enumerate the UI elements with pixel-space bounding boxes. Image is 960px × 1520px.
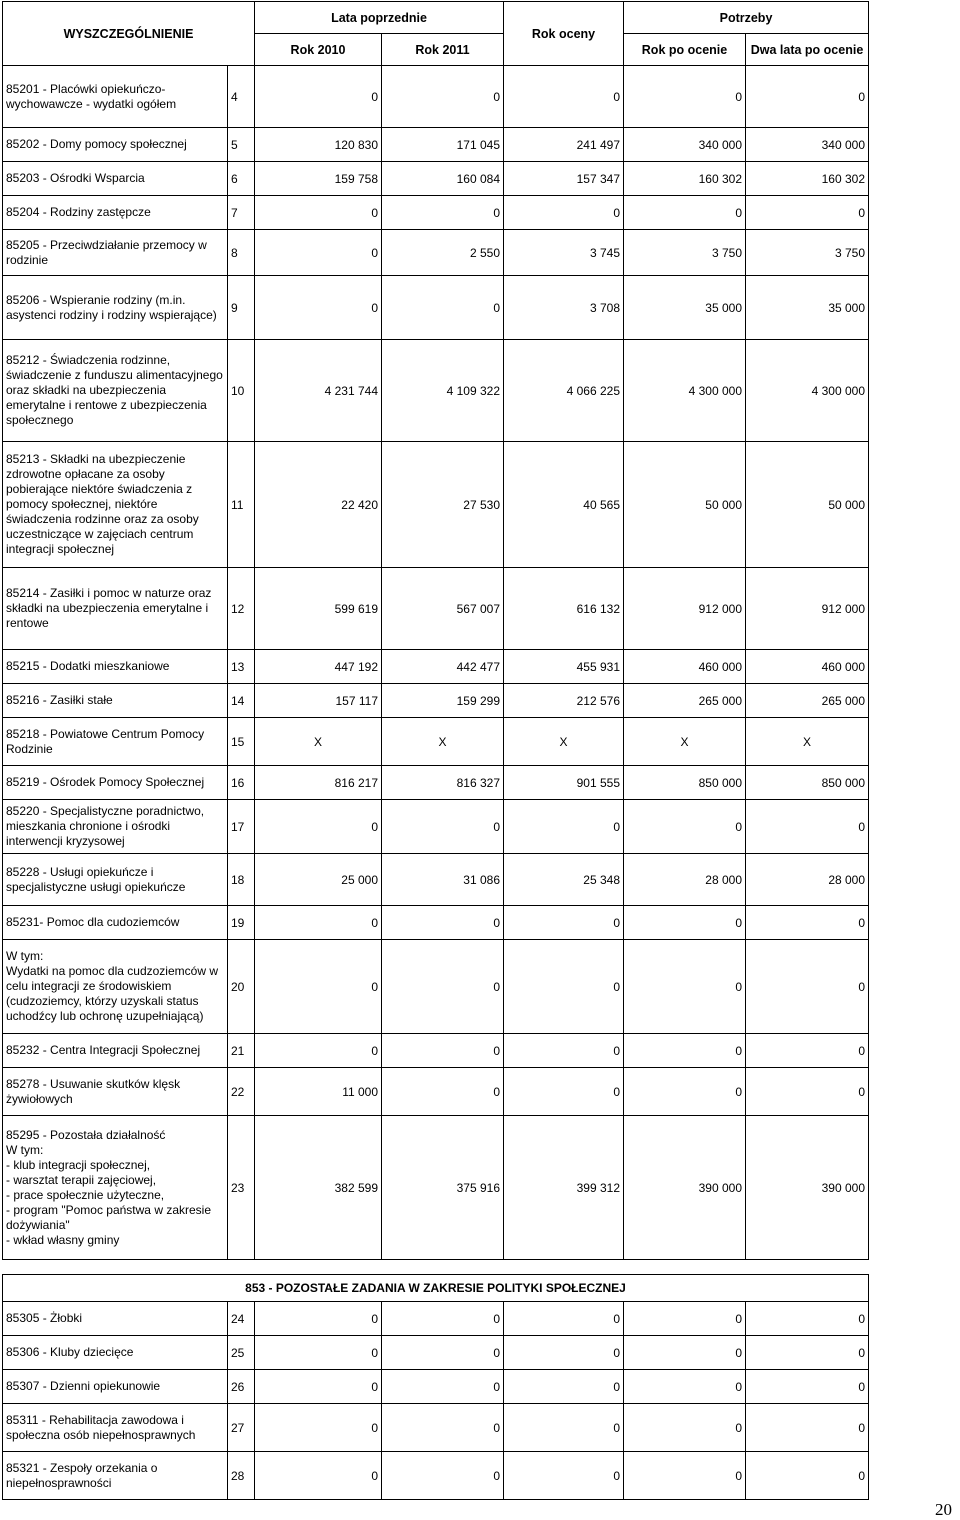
table-row [3,684,869,718]
value-2011: 159 299 [382,684,504,718]
value-2010: 447 192 [255,650,382,684]
value-2010: 11 000 [255,1068,382,1116]
value-assessment-year: 0 [504,1404,624,1452]
value-two-years-after: 340 000 [746,128,869,162]
row-label: 85321 - Zespoły orzekania o niepełnosprawności [3,1452,228,1500]
value-year-after: 0 [624,800,746,854]
row-label: 85203 - Ośrodki Wsparcia [3,162,228,196]
row-label: 85205 - Przeciwdziałanie przemocy w rodzinie [3,230,228,276]
table-row [3,906,869,940]
value-2010: 120 830 [255,128,382,162]
value-assessment-year: 0 [504,940,624,1034]
value-year-after: 340 000 [624,128,746,162]
row-number: 24 [228,1302,255,1336]
row-number: 12 [228,568,255,650]
value-two-years-after: 0 [746,800,869,854]
row-label: 85202 - Domy pomocy społecznej [3,128,228,162]
header-previous-years: Lata poprzednie [255,2,504,34]
value-two-years-after: 50 000 [746,442,869,568]
row-number: 4 [228,66,255,128]
row-number: 25 [228,1336,255,1370]
value-assessment-year: 25 348 [504,854,624,906]
value-year-after: 0 [624,940,746,1034]
row-label: 85219 - Ośrodek Pomocy Społecznej [3,766,228,800]
row-label: 85214 - Zasiłki i pomoc w naturze oraz składki na ubezpieczenia emerytalne i rentowe [3,568,228,650]
value-2010: 0 [255,1336,382,1370]
value-year-after: 460 000 [624,650,746,684]
row-label: 85305 - Żłobki [3,1302,228,1336]
value-2010: 0 [255,1452,382,1500]
value-assessment-year: 455 931 [504,650,624,684]
value-2011: 0 [382,1336,504,1370]
value-year-after: 850 000 [624,766,746,800]
row-label: 85212 - Świadczenia rodzinne, świadczenie z funduszu alimentacyjnego oraz składki na ubezpieczenia emerytalne i rentowe z ubezpieczenia społecznego [3,340,228,442]
row-number: 13 [228,650,255,684]
value-year-after: 0 [624,196,746,230]
table-row [3,66,869,128]
table-row [3,1068,869,1116]
value-2011: 0 [382,1068,504,1116]
row-number: 18 [228,854,255,906]
value-2011: 567 007 [382,568,504,650]
value-year-after: X [624,718,746,766]
row-number: 9 [228,276,255,340]
table-row [3,800,869,854]
value-assessment-year: 212 576 [504,684,624,718]
table-row [3,1034,869,1068]
value-assessment-year: 0 [504,1336,624,1370]
row-number: 11 [228,442,255,568]
value-two-years-after: 850 000 [746,766,869,800]
value-assessment-year: 0 [504,800,624,854]
row-label: 85216 - Zasiłki stałe [3,684,228,718]
value-2010: 0 [255,1034,382,1068]
value-2010: 157 117 [255,684,382,718]
row-number: 14 [228,684,255,718]
row-number: 6 [228,162,255,196]
value-2011: 0 [382,800,504,854]
section-row [3,1275,869,1302]
row-number: 5 [228,128,255,162]
header-needs: Potrzeby [624,2,869,34]
header-specification: WYSZCZEGÓLNIENIE [3,2,255,66]
value-2011: 0 [382,940,504,1034]
value-2010: 0 [255,276,382,340]
value-two-years-after: 0 [746,1034,869,1068]
value-2010: 4 231 744 [255,340,382,442]
table-row [3,568,869,650]
value-year-after: 0 [624,1034,746,1068]
row-label: 85228 - Usługi opiekuńcze i specjalistyczne usługi opiekuńcze [3,854,228,906]
row-number: 28 [228,1452,255,1500]
value-2011: 160 084 [382,162,504,196]
value-2011: 0 [382,1404,504,1452]
table-row [3,442,869,568]
value-year-after: 0 [624,1068,746,1116]
row-label: 85201 - Placówki opiekuńczo-wychowawcze - wydatki ogółem [3,66,228,128]
value-year-after: 0 [624,1336,746,1370]
table-row [3,1452,869,1500]
value-year-after: 390 000 [624,1116,746,1260]
value-2010: 0 [255,800,382,854]
row-number: 19 [228,906,255,940]
value-two-years-after: 390 000 [746,1116,869,1260]
row-label: 85295 - Pozostała działalność W tym: - klub integracji społecznej, - warsztat terapii zajęciowej, - prace społecznie użyteczne, - program "Pomoc państwa w zakresie dożywiania" - wkład własny gminy [3,1116,228,1260]
row-label: 85218 - Powiatowe Centrum Pomocy Rodzinie [3,718,228,766]
row-label: 85311 - Rehabilitacja zawodowa i społeczna osób niepełnosprawnych [3,1404,228,1452]
row-number: 22 [228,1068,255,1116]
value-assessment-year: X [504,718,624,766]
value-2011: 816 327 [382,766,504,800]
table-row [3,1370,869,1404]
value-year-after: 4 300 000 [624,340,746,442]
row-number: 8 [228,230,255,276]
row-number: 17 [228,800,255,854]
table-row [3,940,869,1034]
value-assessment-year: 0 [504,1034,624,1068]
value-2010: 0 [255,230,382,276]
value-2011: 0 [382,906,504,940]
value-assessment-year: 399 312 [504,1116,624,1260]
value-assessment-year: 4 066 225 [504,340,624,442]
value-2011: X [382,718,504,766]
value-two-years-after: 460 000 [746,650,869,684]
header-year-after: Rok po ocenie [624,34,746,66]
value-2011: 442 477 [382,650,504,684]
row-number: 21 [228,1034,255,1068]
row-number: 26 [228,1370,255,1404]
table-row [3,854,869,906]
header-two-years-after: Dwa lata po ocenie [746,34,869,66]
table-row [3,196,869,230]
value-year-after: 0 [624,66,746,128]
value-two-years-after: X [746,718,869,766]
value-2011: 0 [382,196,504,230]
value-2011: 0 [382,1370,504,1404]
value-two-years-after: 0 [746,1302,869,1336]
row-number: 16 [228,766,255,800]
value-year-after: 0 [624,1452,746,1500]
value-year-after: 28 000 [624,854,746,906]
value-assessment-year: 3 708 [504,276,624,340]
value-2011: 2 550 [382,230,504,276]
value-year-after: 160 302 [624,162,746,196]
row-label: 85206 - Wspieranie rodziny (m.in. asystenci rodziny i rodziny wspierające) [3,276,228,340]
value-year-after: 0 [624,1404,746,1452]
row-label: 85278 - Usuwanie skutków klęsk żywiołowych [3,1068,228,1116]
value-two-years-after: 4 300 000 [746,340,869,442]
value-2010: 382 599 [255,1116,382,1260]
row-label: 85307 - Dzienni opiekunowie [3,1370,228,1404]
value-year-after: 265 000 [624,684,746,718]
table-row [3,718,869,766]
value-2011: 31 086 [382,854,504,906]
value-two-years-after: 28 000 [746,854,869,906]
row-number: 20 [228,940,255,1034]
value-two-years-after: 0 [746,1452,869,1500]
table-row [3,276,869,340]
value-two-years-after: 0 [746,906,869,940]
header-year-2011: Rok 2011 [382,34,504,66]
section-title: 853 - POZOSTAŁE ZADANIA W ZAKRESIE POLITYKI SPOŁECZNEJ [3,1275,869,1302]
value-two-years-after: 265 000 [746,684,869,718]
value-year-after: 912 000 [624,568,746,650]
value-two-years-after: 912 000 [746,568,869,650]
value-year-after: 3 750 [624,230,746,276]
row-label: 85306 - Kluby dziecięce [3,1336,228,1370]
row-number: 27 [228,1404,255,1452]
value-two-years-after: 35 000 [746,276,869,340]
table-row [3,128,869,162]
value-assessment-year: 0 [504,1452,624,1500]
value-two-years-after: 0 [746,940,869,1034]
row-label: 85204 - Rodziny zastępcze [3,196,228,230]
table-row [3,162,869,196]
value-2010: 599 619 [255,568,382,650]
row-label: 85232 - Centra Integracji Społecznej [3,1034,228,1068]
value-2011: 0 [382,276,504,340]
value-2011: 171 045 [382,128,504,162]
value-2010: 0 [255,1302,382,1336]
value-2011: 0 [382,1452,504,1500]
value-assessment-year: 616 132 [504,568,624,650]
value-assessment-year: 0 [504,1302,624,1336]
spacer-row [3,1260,869,1275]
header-assessment-year: Rok oceny [504,2,624,66]
value-2011: 0 [382,1302,504,1336]
row-label: 85220 - Specjalistyczne poradnictwo, mieszkania chronione i ośrodki interwencji kryzysowej [3,800,228,854]
value-two-years-after: 0 [746,1370,869,1404]
value-two-years-after: 0 [746,196,869,230]
value-two-years-after: 0 [746,1404,869,1452]
value-assessment-year: 40 565 [504,442,624,568]
value-two-years-after: 0 [746,1068,869,1116]
value-assessment-year: 0 [504,1068,624,1116]
value-assessment-year: 0 [504,66,624,128]
row-label: 85215 - Dodatki mieszkaniowe [3,650,228,684]
row-label: W tym: Wydatki na pomoc dla cudzoziemców w celu integracji ze środowiskiem (cudzoziemcy, którzy uzyskali status uchodźcy lub ochronę uzupełniającą) [3,940,228,1034]
value-2010: 22 420 [255,442,382,568]
value-two-years-after: 0 [746,1336,869,1370]
header-year-2010: Rok 2010 [255,34,382,66]
value-assessment-year: 241 497 [504,128,624,162]
value-2010: 159 758 [255,162,382,196]
value-two-years-after: 3 750 [746,230,869,276]
value-2011: 4 109 322 [382,340,504,442]
table-row [3,766,869,800]
table-row [3,650,869,684]
value-year-after: 0 [624,1302,746,1336]
table-row [3,1302,869,1336]
value-2010: 816 217 [255,766,382,800]
table-row [3,230,869,276]
value-2010: 0 [255,906,382,940]
value-assessment-year: 3 745 [504,230,624,276]
value-2011: 375 916 [382,1116,504,1260]
value-2011: 27 530 [382,442,504,568]
table-row [3,1404,869,1452]
value-2010: 0 [255,1404,382,1452]
value-2011: 0 [382,1034,504,1068]
value-2010: 0 [255,940,382,1034]
row-number: 15 [228,718,255,766]
value-two-years-after: 160 302 [746,162,869,196]
value-2010: 0 [255,196,382,230]
value-assessment-year: 901 555 [504,766,624,800]
row-number: 7 [228,196,255,230]
table-row [3,340,869,442]
row-number: 10 [228,340,255,442]
value-assessment-year: 0 [504,1370,624,1404]
value-assessment-year: 0 [504,196,624,230]
value-assessment-year: 0 [504,906,624,940]
value-2011: 0 [382,66,504,128]
value-2010: 25 000 [255,854,382,906]
value-year-after: 0 [624,1370,746,1404]
table-row [3,1336,869,1370]
value-year-after: 0 [624,906,746,940]
page-number: 20 [935,1500,952,1519]
row-label: 85231- Pomoc dla cudoziemców [3,906,228,940]
value-two-years-after: 0 [746,66,869,128]
value-assessment-year: 157 347 [504,162,624,196]
value-year-after: 50 000 [624,442,746,568]
value-2010: 0 [255,1370,382,1404]
value-year-after: 35 000 [624,276,746,340]
budget-table [2,1,869,1500]
row-number: 23 [228,1116,255,1260]
value-2010: X [255,718,382,766]
table-row [3,1116,869,1260]
value-2010: 0 [255,66,382,128]
row-label: 85213 - Składki na ubezpieczenie zdrowotne opłacane za osoby pobierające niektóre świadczenia z pomocy społecznej, niektóre świadczenia rodzinne oraz za osoby uczestniczące w zajęciach centrum integracji społecznej [3,442,228,568]
